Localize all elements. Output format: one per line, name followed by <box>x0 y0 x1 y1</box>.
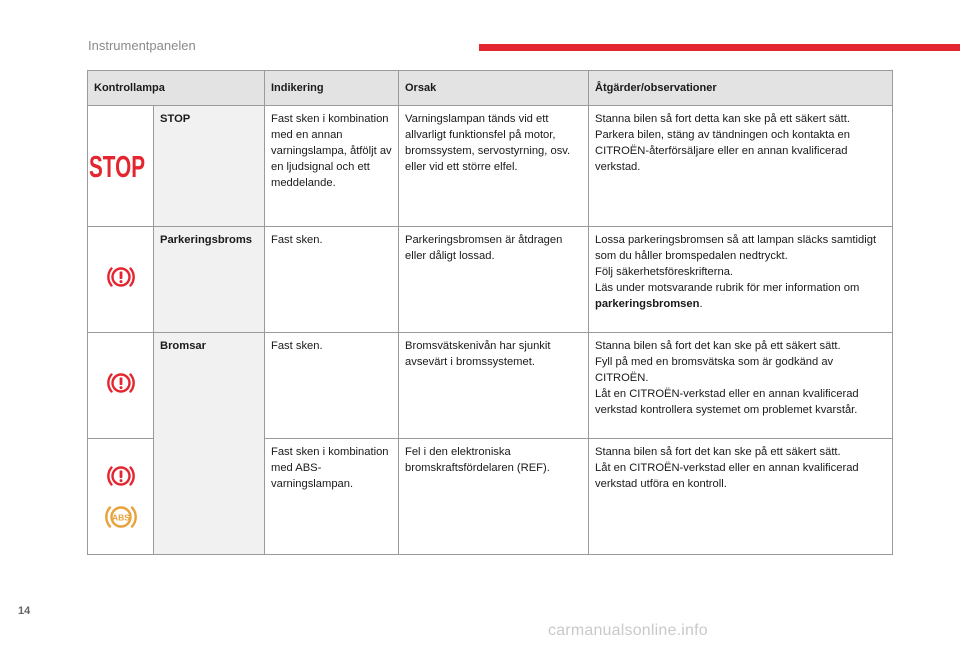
lamp-icon-cell <box>88 227 154 333</box>
lamp-name: STOP <box>154 106 265 227</box>
action-cell <box>589 227 893 333</box>
table-row <box>88 333 893 439</box>
action-tail: . <box>699 298 703 310</box>
abs-icon-text: ABS <box>111 511 130 522</box>
column-header-atgarder: Åtgärder/observationer <box>589 71 893 106</box>
lamp-name: Parkeringsbroms <box>154 227 265 333</box>
stop-icon-text: STOP <box>89 149 145 184</box>
action-cell <box>589 439 893 555</box>
lamp-icon-cell <box>88 439 154 555</box>
column-header-orsak: Orsak <box>399 71 589 106</box>
cause-cell: Fel i den elektroniska bromskraftsfördelaren (REF). <box>399 439 589 555</box>
action-line: Låt en CITROËN-verkstad eller en annan kvalificerad verkstad kontrollera systemet om problemet kvarstår. <box>595 388 859 416</box>
action-line: Stanna bilen så fort det kan ske på ett säkert sätt. <box>595 340 841 352</box>
table-header-row <box>88 71 893 106</box>
action-line: Följ säkerhetsföreskrifterna. <box>595 266 734 278</box>
table-row <box>88 106 893 227</box>
cause-cell: Bromsvätskenivån har sjunkit avsevärt i bromssystemet. <box>399 333 589 439</box>
lamp-name: Bromsar <box>154 333 265 555</box>
lamp-icon-cell <box>88 106 154 227</box>
column-header-kontrollampa: Kontrollampa <box>88 71 265 106</box>
brake-warning-icon <box>104 264 138 290</box>
indication-cell: Fast sken i kombination med en annan varningslampa, åtföljt av en ljudsignal och ett meddelande. <box>265 106 399 227</box>
page-number: 14 <box>18 605 31 617</box>
abs-icon <box>102 503 140 531</box>
action-cell: Stanna bilen så fort detta kan ske på ett säkert sätt. Parkera bilen, stäng av tändningen och kontakta en CITROËN-återförsäljare eller en annan kvalificerad verkstad. <box>589 106 893 227</box>
action-line: Lossa parkeringsbromsen så att lampan släcks samtidigt som du håller bromspedalen nedtryckt. <box>595 234 877 262</box>
brake-warning-icon <box>104 370 138 396</box>
watermark: carmanualsonline.info <box>548 622 708 639</box>
brake-warning-icon <box>104 463 138 489</box>
action-text: Läs under motsvarande rubrik för mer information om <box>595 282 860 294</box>
action-cell <box>589 333 893 439</box>
section-title: Instrumentpanelen <box>88 38 196 53</box>
cause-cell: Varningslampan tänds vid ett allvarligt funktionsfel på motor, bromssystem, servostyrning, osv. eller vid ett större elfel. <box>399 106 589 227</box>
header-accent-bar <box>479 44 960 51</box>
action-bold-ref: parkeringsbromsen <box>595 298 700 310</box>
lamp-icon-cell <box>88 333 154 439</box>
indication-cell: Fast sken i kombination med ABS-varningslampan. <box>265 439 399 555</box>
action-line: Stanna bilen så fort det kan ske på ett säkert sätt. <box>595 446 841 458</box>
action-line: Fyll på med en bromsvätska som är godkänd av CITROËN. <box>595 356 834 384</box>
action-line: Låt en CITROËN-verkstad eller en annan kvalificerad verkstad utföra en kontroll. <box>595 462 859 490</box>
action-line <box>595 280 886 312</box>
cause-cell: Parkeringsbromsen är åtdragen eller dåligt lossad. <box>399 227 589 333</box>
indication-cell: Fast sken. <box>265 333 399 439</box>
stop-icon <box>88 149 153 184</box>
column-header-indikering: Indikering <box>265 71 399 106</box>
warning-lamps-table <box>87 70 893 555</box>
indication-cell: Fast sken. <box>265 227 399 333</box>
table-row <box>88 227 893 333</box>
